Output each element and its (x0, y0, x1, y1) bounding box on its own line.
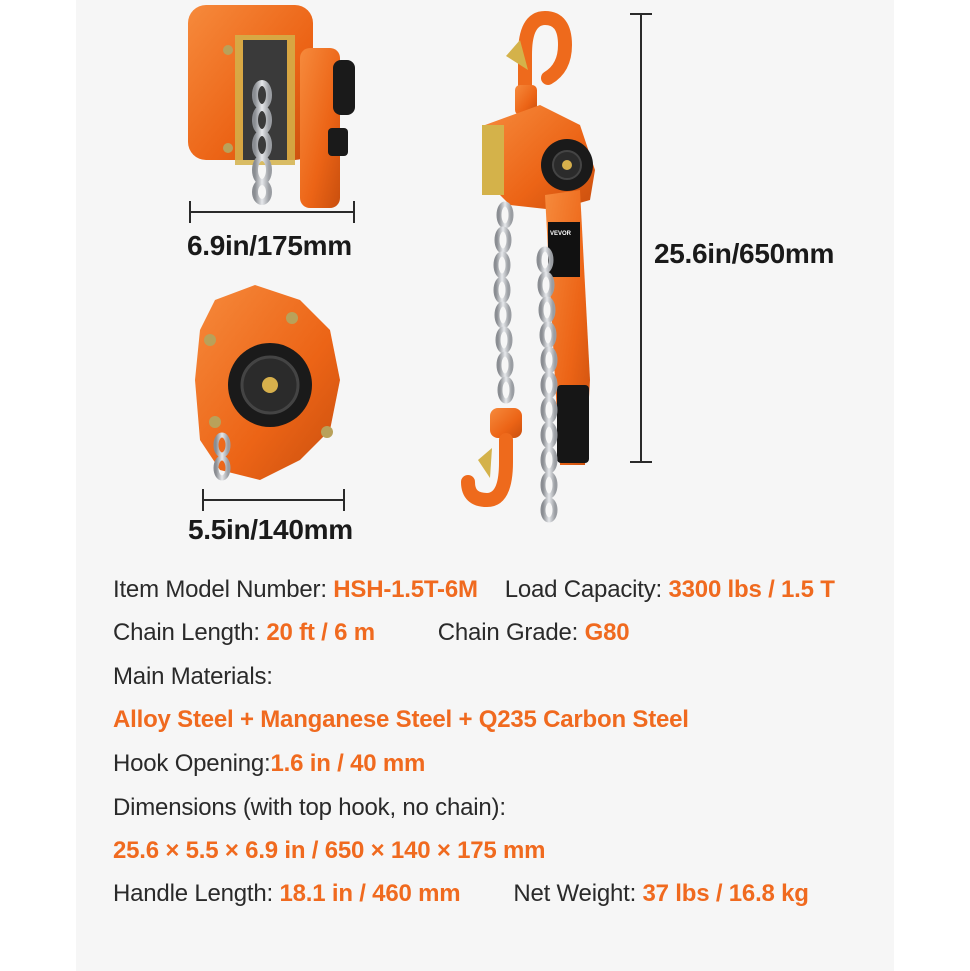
weight-label: Net Weight: (513, 880, 637, 907)
chain-grade-label: Chain Grade: (437, 619, 579, 646)
model-value: HSH-1.5T-6M (333, 576, 478, 603)
spec-row-handle-weight (113, 880, 809, 908)
hook-value: 1.6 in / 40 mm (270, 750, 426, 777)
dimensions-value: 25.6 × 5.5 × 6.9 in / 650 × 140 × 175 mm (113, 837, 546, 864)
spec-row-chain (113, 619, 629, 647)
hook-label: Hook Opening: (113, 750, 271, 777)
spec-row-hook (113, 750, 425, 778)
spec-row-model-capacity (113, 576, 835, 604)
handle-label: Handle Length: (113, 880, 273, 907)
dimensions-label: Dimensions (with top hook, no chain): (113, 794, 506, 821)
dimension-line-height (630, 14, 652, 462)
materials-label: Main Materials: (113, 663, 273, 690)
height-label: 25.6in/650mm (654, 238, 835, 269)
lever-hoist-full (468, 18, 595, 520)
side-width-label: 5.5in/140mm (188, 514, 353, 545)
hoist-side-view (195, 285, 340, 480)
chain-length-label: Chain Length: (113, 619, 260, 646)
capacity-value: 3300 lbs / 1.5 T (668, 576, 835, 603)
capacity-label: Load Capacity: (504, 576, 663, 603)
chain-grade-value: G80 (584, 619, 630, 646)
weight-value: 37 lbs / 16.8 kg (642, 880, 809, 907)
model-label: Item Model Number: (113, 576, 327, 603)
dimension-line-side (203, 489, 344, 511)
top-width-label: 6.9in/175mm (187, 230, 352, 261)
lever-brand-text: VEVOR (550, 231, 572, 237)
hoist-top-view (188, 5, 355, 208)
chain-length-value: 20 ft / 6 m (266, 619, 375, 646)
materials-value: Alloy Steel + Manganese Steel + Q235 Carbon Steel (113, 706, 689, 733)
handle-value: 18.1 in / 460 mm (279, 880, 461, 907)
